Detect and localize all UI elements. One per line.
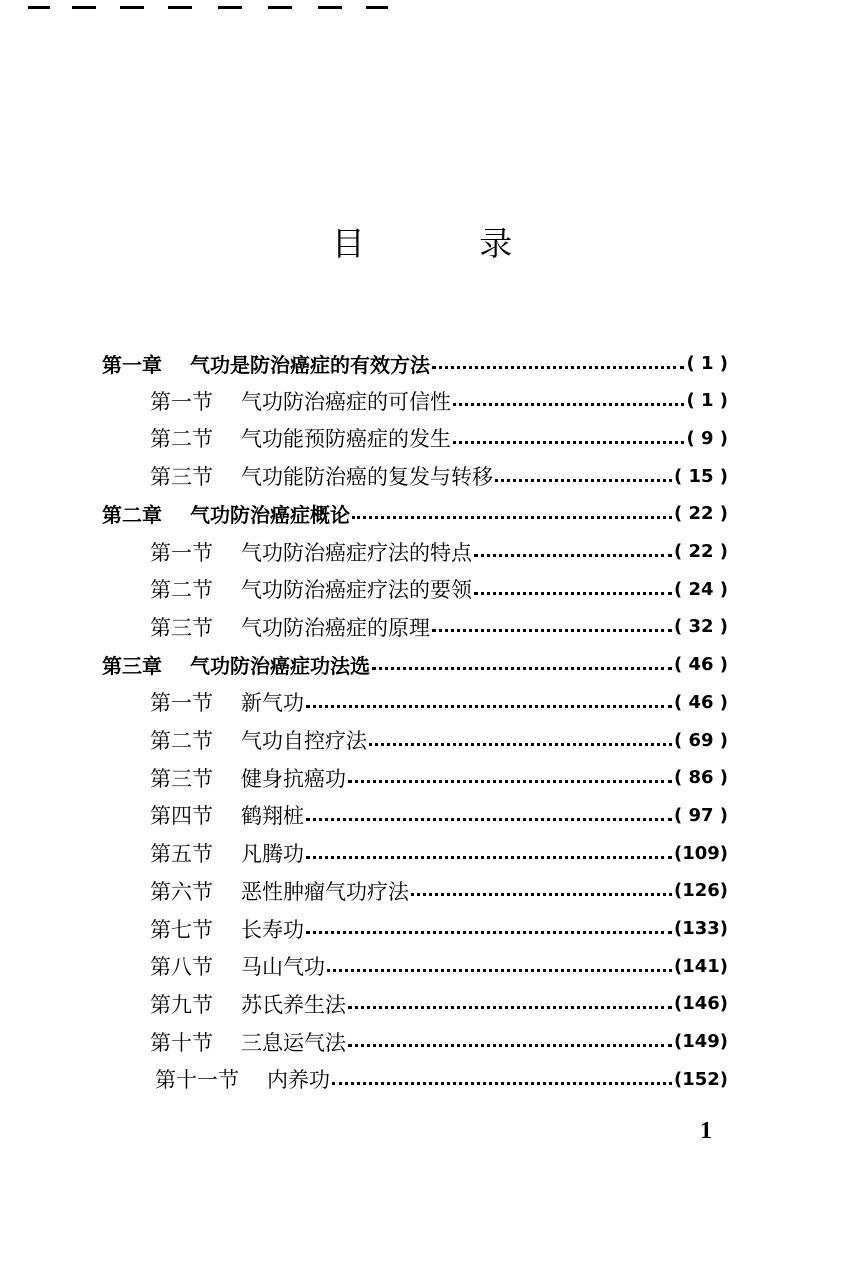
toc-entry-title: 气功防治癌症功法选: [190, 654, 370, 679]
toc-section-row[interactable]: [150, 534, 728, 570]
toc-entry-label: 第一节: [150, 691, 213, 716]
toc-entry-title: 气功自控疗法: [241, 729, 367, 753]
toc-chapter-row[interactable]: [102, 647, 728, 683]
toc-entry-title: 马山气功: [241, 955, 325, 980]
toc-entry-page: (141): [673, 955, 728, 977]
toc-entry-page: (149): [673, 1031, 728, 1053]
toc-entry-label: 第三节: [150, 615, 213, 640]
toc-dot-leader: [432, 366, 684, 369]
toc-entry-title: 气功能防治癌的复发与转移: [241, 465, 493, 490]
toc-entry-title: 苏氏养生法: [241, 992, 346, 1017]
toc-entry-label: 第二节: [150, 427, 213, 452]
toc-entry-label: 第五节: [150, 842, 213, 867]
toc-entry-page: ( 69 ): [673, 729, 728, 751]
toc-dot-leader: [369, 743, 672, 746]
toc-entry-page: ( 97 ): [673, 804, 728, 826]
toc-section-row[interactable]: [150, 986, 728, 1022]
toc-dot-leader: [432, 629, 672, 632]
toc-section-row[interactable]: [150, 1024, 728, 1060]
toc-entry-label: 第一节: [150, 389, 213, 414]
toc-section-row[interactable]: [150, 797, 728, 833]
toc-dot-leader: [411, 893, 672, 896]
toc-section-row[interactable]: [150, 458, 728, 494]
toc-entry-title: 健身抗癌功: [241, 766, 346, 791]
page-title: 目 录: [331, 224, 565, 263]
toc-entry-label: 第一章: [102, 352, 162, 377]
toc-entry-page: ( 1 ): [686, 390, 728, 412]
toc-entry-page: ( 22 ): [673, 503, 728, 525]
toc-entry-label: 第八节: [150, 955, 213, 980]
toc-entry-title: 恶性肿瘤气功疗法: [241, 879, 409, 904]
toc-entry-page: (146): [673, 993, 728, 1015]
toc-entry-page: (109): [673, 842, 728, 864]
toc-dot-leader: [332, 1082, 672, 1085]
toc-entry-label: 第三章: [102, 654, 162, 679]
toc-entry-page: ( 46 ): [673, 691, 728, 713]
toc-entry-page: (133): [673, 918, 728, 939]
toc-entry-page: ( 46 ): [673, 654, 728, 676]
dash-mark: [318, 6, 342, 9]
toc-section-row[interactable]: [150, 571, 728, 607]
toc-dot-leader: [474, 592, 672, 595]
dash-mark: [218, 6, 242, 9]
toc-entry-page: ( 9 ): [686, 427, 728, 449]
toc-entry-title: 气功能预防癌症的发生: [241, 427, 451, 452]
toc-entry-label: 第四节: [150, 804, 213, 829]
toc-entry-title: 新气功: [241, 691, 304, 716]
toc-entry-title: 气功防治癌症疗法的特点: [241, 540, 472, 565]
toc-entry-title: 气功防治癌症概论: [190, 503, 350, 528]
toc-section-row[interactable]: [150, 760, 728, 796]
toc-dot-leader: [453, 441, 684, 444]
dash-mark: [268, 6, 292, 9]
page-number: 1: [700, 1118, 712, 1144]
toc-dot-leader: [306, 705, 672, 708]
toc-section-row[interactable]: [150, 420, 728, 456]
toc-entry-label: 第六节: [150, 879, 213, 904]
dash-mark: [72, 6, 96, 9]
toc-entry-title: 三息运气法: [241, 1030, 346, 1055]
dash-mark: [120, 6, 144, 9]
toc-entry-label: 第二节: [150, 578, 213, 603]
toc-chapter-row[interactable]: [102, 496, 728, 532]
toc-entry-title: 长寿功: [241, 917, 304, 942]
toc-entry-page: ( 24 ): [673, 578, 728, 600]
toc-dot-leader: [453, 403, 684, 406]
toc-entry-title: 气功是防治癌症的有效方法: [190, 352, 430, 377]
toc-dot-leader: [474, 554, 672, 557]
toc-entry-label: 第七节: [150, 917, 213, 942]
toc-dot-leader: [306, 818, 672, 821]
toc-entry-page: ( 32 ): [673, 616, 728, 638]
toc-entry-page: ( 15 ): [673, 465, 728, 487]
toc-dot-leader: [327, 969, 672, 972]
toc-section-row[interactable]: [150, 835, 728, 871]
toc-section-row[interactable]: [150, 609, 728, 645]
toc-entry-title: 气功防治癌症疗法的要领: [241, 578, 472, 603]
toc-entry-title: 内养功: [267, 1068, 330, 1093]
toc-entry-label: 第三节: [150, 465, 213, 490]
toc-entry-label: 第十一节: [155, 1068, 239, 1093]
toc-section-row[interactable]: [155, 1061, 728, 1097]
toc-section-row[interactable]: [150, 722, 728, 758]
toc-entry-page: ( 22 ): [673, 541, 728, 562]
toc-entry-label: 第二节: [150, 729, 213, 753]
toc-entry-page: ( 86 ): [673, 767, 728, 789]
toc-section-row[interactable]: [150, 684, 728, 720]
toc-entry-title: 气功防治癌症的原理: [241, 615, 430, 640]
toc-entry-page: ( 1 ): [686, 352, 728, 374]
toc-entry-label: 第十节: [150, 1030, 213, 1055]
dash-mark: [168, 6, 192, 9]
toc-chapter-row[interactable]: [102, 345, 728, 381]
toc-dot-leader: [372, 667, 672, 670]
toc-dot-leader: [352, 516, 672, 519]
toc-section-row[interactable]: [150, 383, 728, 419]
toc-entry-label: 第二章: [102, 503, 162, 528]
toc-entry-label: 第九节: [150, 992, 213, 1017]
toc-dot-leader: [348, 1044, 672, 1047]
toc-section-row[interactable]: [150, 911, 728, 947]
toc-entry-title: 气功防治癌症的可信性: [241, 389, 451, 414]
toc-dot-leader: [495, 479, 672, 482]
toc-section-row[interactable]: [150, 873, 728, 909]
toc-entry-label: 第一节: [150, 540, 213, 565]
top-dashes: [0, 0, 844, 12]
toc-entry-title: 凡腾功: [241, 842, 304, 867]
toc-dot-leader: [306, 856, 672, 859]
toc-dot-leader: [348, 1006, 672, 1009]
toc-entry-page: (152): [673, 1068, 728, 1090]
toc-dot-leader: [306, 931, 672, 934]
toc-entry-page: (126): [673, 880, 728, 902]
toc-section-row[interactable]: [150, 948, 728, 984]
toc-dot-leader: [348, 780, 672, 783]
toc-entry-label: 第三节: [150, 766, 213, 791]
dash-mark: [366, 6, 388, 9]
toc-entry-title: 鹤翔桩: [241, 804, 304, 829]
dash-mark: [28, 6, 50, 9]
